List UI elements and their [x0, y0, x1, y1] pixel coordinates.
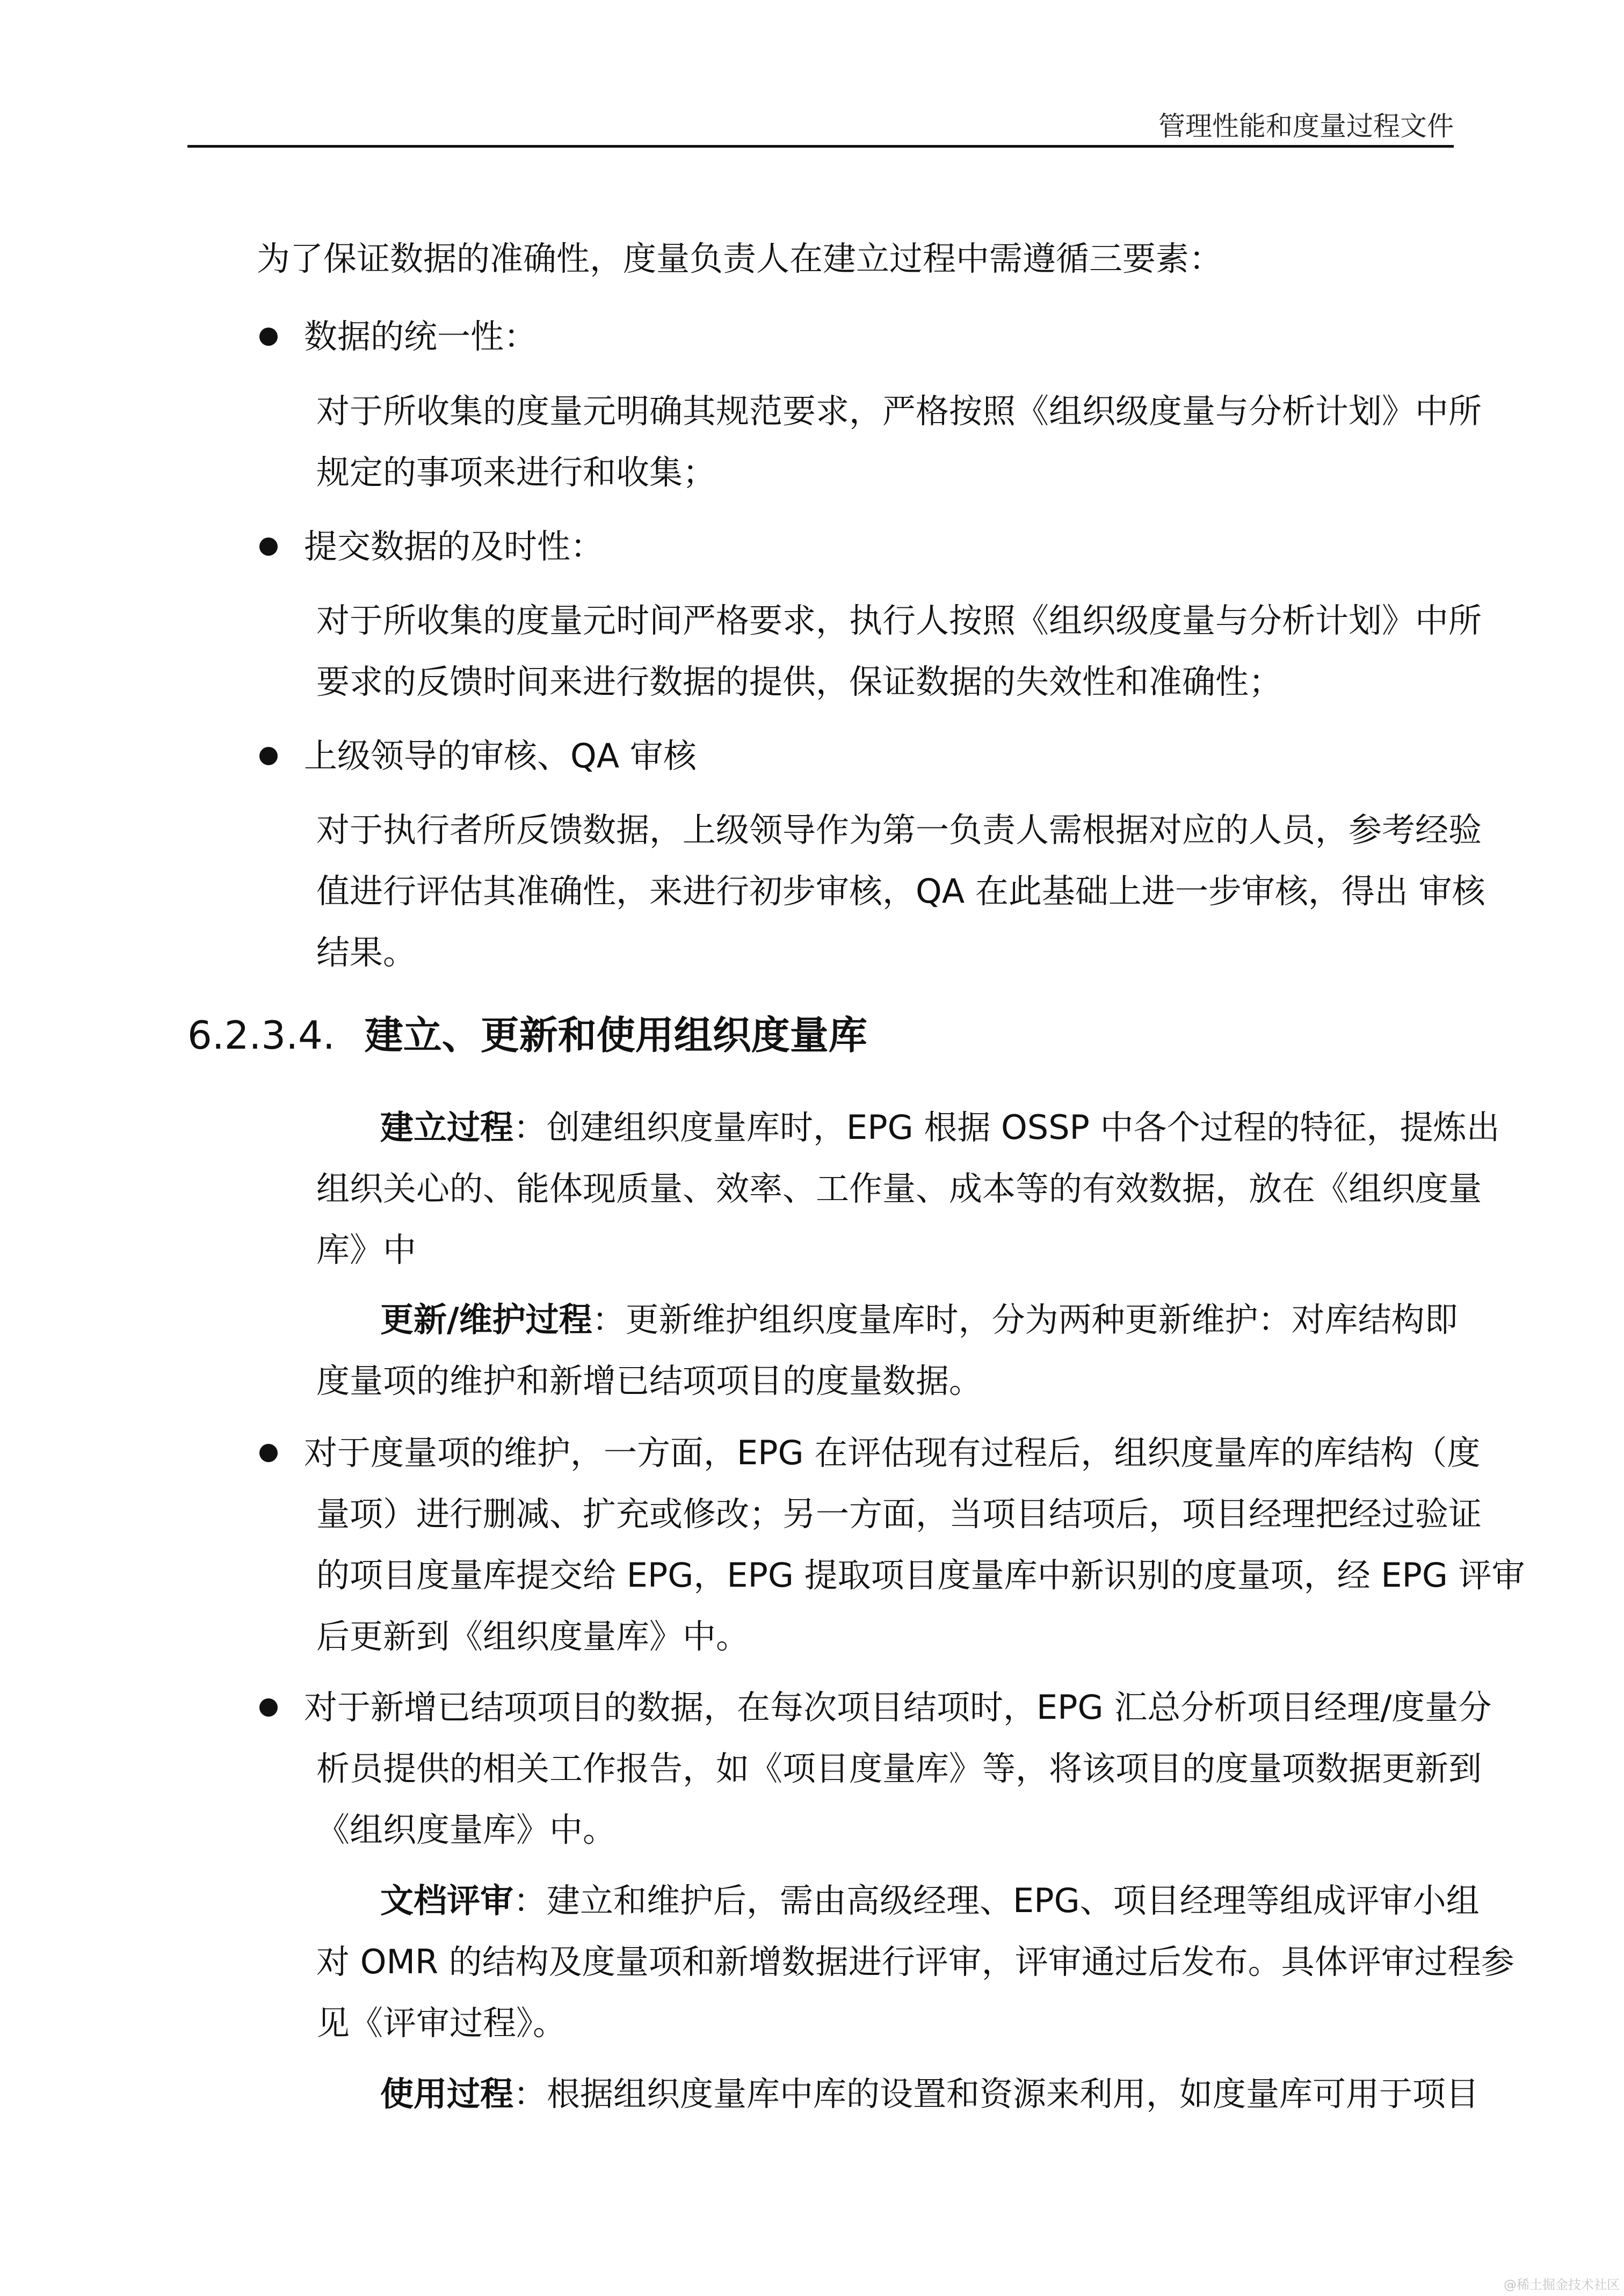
header-title: 管理性能和度量过程文件: [1158, 111, 1454, 142]
review-text: ：建立和维护后，需由高级经理、EPG、项目经理等组成评审小组: [513, 1881, 1480, 1920]
element-body-line: 结果。: [316, 933, 417, 972]
update-bullet-line: 后更新到《组织度量库》中。: [316, 1617, 750, 1656]
establish-label: 建立过程: [380, 1108, 514, 1147]
bullet-icon: [259, 537, 278, 556]
update-bullet-line: 量项）进行删减、扩充或修改；另一方面，当项目结项后，项目经理把经过验证: [316, 1494, 1482, 1534]
section-title: 建立、更新和使用组织度量库: [364, 1013, 867, 1058]
update-line: 度量项的维护和新增已结项项目的度量数据。: [316, 1361, 983, 1400]
element-title: 上级领导的审核、QA 审核: [304, 736, 697, 775]
update-text: ：更新维护组织度量库时，分为两种更新维护：对库结构即: [592, 1300, 1458, 1339]
establish-text: ：创建组织度量库时，EPG 根据 OSSP 中各个过程的特征，提炼出: [513, 1108, 1500, 1147]
bullet-icon: [259, 747, 278, 765]
update-bullet-line: 的项目度量库提交给 EPG，EPG 提取项目度量库中新识别的度量项，经 EPG 评审: [316, 1556, 1525, 1595]
update-label: 更新/维护过程: [380, 1300, 592, 1339]
update-bullet-line: 析员提供的相关工作报告，如《项目度量库》等，将该项目的度量项数据更新到: [316, 1749, 1482, 1788]
update-bullet-line: 对于度量项的维护，一方面，EPG 在评估现有过程后，组织度量库的库结构（度: [304, 1433, 1481, 1472]
establish-line: 库》中: [316, 1230, 417, 1269]
establish-paragraph-first-line: [380, 1106, 1500, 1149]
bullet-icon: [259, 328, 278, 346]
section-heading: [187, 1011, 867, 1059]
review-line: 见《评审过程》。: [316, 2003, 567, 2043]
element-body-line: 对于执行者所反馈数据，上级领导作为第一负责人需根据对应的人员，参考经验: [316, 810, 1482, 849]
establish-line: 组织关心的、能体现质量、效率、工作量、成本等的有效数据，放在《组织度量: [316, 1169, 1482, 1208]
element-body-line: 要求的反馈时间来进行数据的提供，保证数据的失效性和准确性；: [316, 662, 1282, 701]
header-divider: [187, 145, 1454, 148]
update-bullet-line: 《组织度量库》中。: [316, 1810, 617, 1849]
element-body-line: 对于所收集的度量元时间严格要求，执行人按照《组织级度量与分析计划》中所: [316, 601, 1482, 640]
intro-paragraph: 为了保证数据的准确性，度量负责人在建立过程中需遵循三要素：: [257, 239, 1223, 278]
element-body-line: 对于所收集的度量元明确其规范要求，严格按照《组织级度量与分析计划》中所: [316, 391, 1482, 431]
usage-paragraph-first-line: [380, 2073, 1480, 2116]
watermark: @稀土掘金技术社区: [1504, 2277, 1620, 2292]
review-label: 文档评审: [380, 1881, 514, 1920]
review-paragraph-first-line: [380, 1879, 1480, 1922]
review-line: 对 OMR 的结构及度量项和新增数据进行评审，评审通过后发布。具体评审过程参: [316, 1942, 1514, 1981]
update-paragraph-first-line: [380, 1298, 1458, 1341]
element-body-line: 值进行评估其准确性，来进行初步审核，QA 在此基础上进一步审核，得出 审核: [316, 871, 1485, 911]
section-number: 6.2.3.4.: [187, 1013, 335, 1058]
element-title: 提交数据的及时性：: [304, 527, 604, 566]
usage-text: ：根据组织度量库中库的设置和资源来利用，如度量库可用于项目: [513, 2074, 1480, 2113]
update-bullet-line: 对于新增已结项项目的数据，在每次项目结项时，EPG 汇总分析项目经理/度量分: [304, 1688, 1492, 1727]
element-body-line: 规定的事项来进行和收集；: [316, 453, 716, 492]
bullet-icon: [259, 1444, 278, 1462]
bullet-icon: [259, 1698, 278, 1717]
usage-label: 使用过程: [380, 2074, 514, 2113]
element-title: 数据的统一性：: [304, 317, 538, 356]
